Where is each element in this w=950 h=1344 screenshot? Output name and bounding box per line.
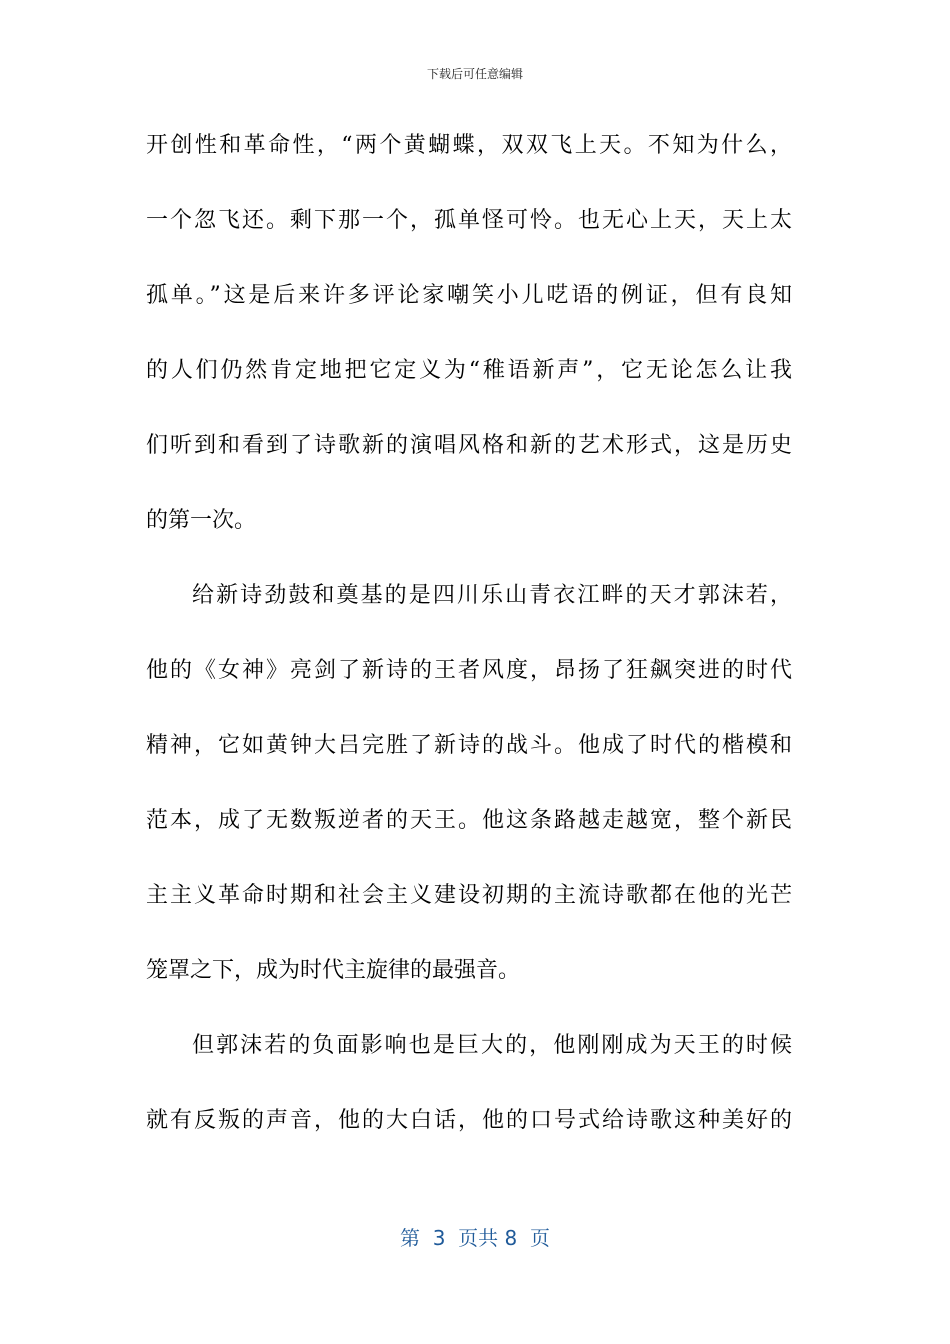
text-line: 他的《女神》亮剑了新诗的王者风度，昂扬了狂飙突进的时代 [146, 658, 792, 683]
text-line: 们听到和看到了诗歌新的演唱风格和新的艺术形式，这是历史 [146, 433, 792, 458]
page-number-footer: 第 3 页共 8 页 [400, 1226, 550, 1250]
text-line: 的第一次。 [146, 508, 257, 533]
text-line: 开创性和革命性，“两个黄蝴蝶，双双飞上天。不知为什么， [146, 133, 792, 158]
text-line: 精神，它如黄钟大吕完胜了新诗的战斗。他成了时代的楷模和 [146, 733, 792, 758]
document-body [146, 126, 792, 1176]
text-line: 笼罩之下，成为时代主旋律的最强音。 [146, 958, 521, 983]
text-line: 一个忽飞还。剩下那一个，孤单怪可怜。也无心上天，天上太 [146, 208, 792, 233]
text-line: 范本，成了无数叛逆者的天王。他这条路越走越宽，整个新民 [146, 808, 792, 833]
text-line: 就有反叛的声音，他的大白话，他的口号式给诗歌这种美好的 [146, 1108, 792, 1133]
text-line: 但郭沫若的负面影响也是巨大的，他刚刚成为天王的时候 [192, 1033, 792, 1058]
text-line: 的人们仍然肯定地把它定义为“稚语新声”，它无论怎么让我 [146, 358, 792, 383]
text-line: 主主义革命时期和社会主义建设初期的主流诗歌都在他的光芒 [146, 883, 792, 908]
text-line: 孤单。”这是后来许多评论家嘲笑小儿呓语的例证，但有良知 [146, 283, 792, 308]
page-header: 下载后可任意编辑 [426, 67, 523, 81]
text-line: 给新诗劲鼓和奠基的是四川乐山青衣江畔的天才郭沫若， [192, 583, 792, 608]
